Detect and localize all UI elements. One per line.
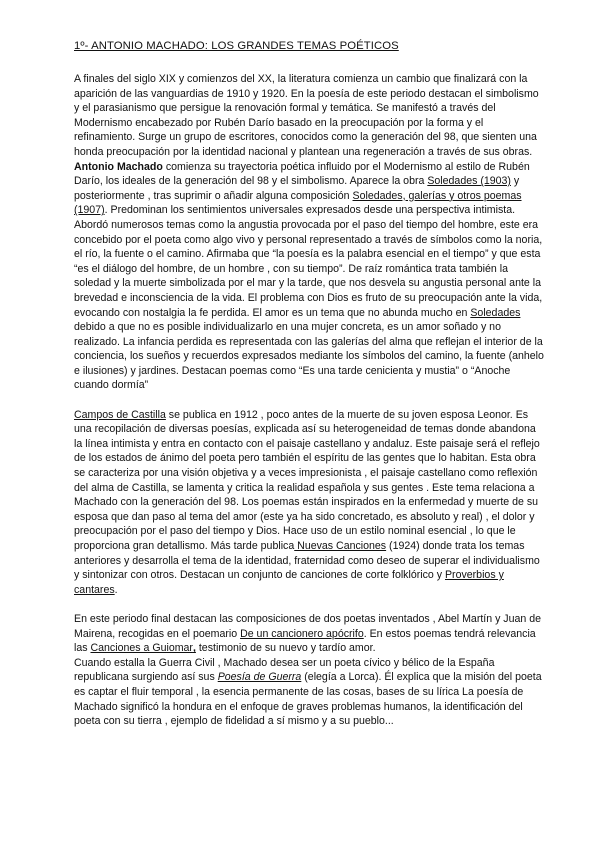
text-span: , (192, 642, 196, 655)
text-span: En este periodo final destacan las composiciones de dos poetas inventados , Abel Martín y Juan de Mairena, recogidas en el poemario (74, 612, 542, 640)
work-title-proverbios: Proverbios y cantares (74, 569, 504, 596)
document-body (74, 72, 544, 729)
text-span: comienza su trayectoria poética influido por el Modernismo al estilo de Rubén Darío, los ideales de la generación del 98 y el simbolismo. Aparece la obra (74, 160, 530, 188)
text-span: testimonio de su nuevo y tardío amor. (195, 642, 376, 655)
work-title-campos-de-castilla: Campos de Castilla (74, 408, 166, 421)
work-title-soledades: Soledades (1903) (427, 175, 511, 188)
work-title-soledades-galerias: Soledades, galerías y otros poemas (1907) (74, 189, 522, 217)
author-name: Antonio Machado (74, 160, 163, 173)
work-title-nuevas-canciones: Nuevas Canciones (294, 540, 387, 552)
text-span: se publica en 1912 , poco antes de la muerte de su joven esposa Leonor. Es una recopilación de diversas poesías, explicada así su heterogeneidad de temas donde abandona la línea intimista y entra en contacto con el paisaje castellano y andaluz. Este paisaje será el reflejo de los estados de ánimo del poeta pero también el espíritu de las gentes que lo habitan. Esta obra se caracteriza por una visión objetiva y a veces impresionista , el paisaje castellano como reflexión del alma de Castilla, se lamenta y critica la realidad española y sus gentes . Este tema relaciona a Machado con la generación del 98. Los poemas están inspirados en la enfermedad y muerte de su esposa que dan paso al tema del amor (este ya ha sido concretado, es absoluto y real) , el dolor y preocupación por el paso del tiempo y Dios. Hace uso de un estilo nominal esencial , lo que le proporciona gran detallismo. Más tarde publica (74, 408, 540, 552)
text-span: y posteriormente , tras suprimir o añadir alguna composición (74, 175, 520, 202)
text-span: debido a que no es posible individualizarlo en una mujer concreta, es un amor soñado y no realizado. La infancia perdida es representada con las galerías del alma que reflejan el interior de la conciencia, los sueños y recuerdos expresados mediante los símbolos del camino, la fuente (anhelo e ilusiones) y jardines. Destacan poemas como “Es una tarde cenicienta y mustia” o “Anoche cuando dormía” (74, 321, 544, 392)
text-span: (elegía a Lorca). Él explica que la misión del poeta es captar el fluir temporal , la esencia permanente de las cosas, bases de su lírica La poesía de Machado significó la hondura en el enfoque de graves problemas humanos, la identificación del poeta con su tierra , ejemplo de fidelidad a sí mismo y a su pueblo... (74, 671, 542, 728)
text-span: . Predominan los sentimientos universales expresados desde una perspectiva intimista. Abordó numerosos temas como la angustia provocada por el paso del tiempo del hombre, este era concebido por el poeta como algo vivo y personal representado a través de símbolos como la noria, el río, la fuente o el camino. Afirmaba que “la poesía es la palabra esencial en el tiempo” y que esta “es el diálogo del hombre, de un hombre , con su tiempo”. De raíz romántica trata también la soledad y la muerte simbolizada por el mar y la tarde, que nos desvela su angustia personal ante la brevedad e inconsciencia de la vida. El problema con Dios es fruto de su preocupación ante la vida, evocando con nostalgia la fe perdida. El amor es un tema que no abunda mucho en (74, 204, 543, 319)
work-title-poesia-de-guerra: Poesía de Guerra (217, 671, 302, 684)
text-span: Cuando estalla la Guerra Civil , Machado desea ser un poeta cívico y bélico de la España republicana surgiendo así sus (74, 656, 495, 684)
text-span: . En estos poemas tendrá relevancia las (74, 627, 536, 655)
work-title-canciones-guiomar: Canciones a Guiomar (90, 642, 193, 655)
work-title-soledades-ref: Soledades (470, 306, 521, 319)
paragraph-soledades (74, 160, 544, 394)
text-span: . (114, 583, 118, 596)
text-span: (1924) donde trata los temas anteriores y desarrolla el tema de la identidad, fraternidad como deseo de superar el individualismo y sintonizar con otros. Destacan un conjunto de canciones de corte folklórico y (74, 540, 540, 582)
paragraph-intro: A finales del siglo XIX y comienzos del XX, la literatura comienza un cambio que finalizará con la aparición de las vanguardias de 1910 y 1920. En la poesía de este periodo destacan el simbolismo y el parasianismo que persigue la renovación formal y temática. Se manifestó a través del Modernismo encabezado por Rubén Darío basado en la preocupación por la forma y el refinamiento. Surge un grupo de escritores, conocidos como la generación del 98, que sienten una honda preocupación por la identidad nacional y plantean una regeneración a través de sus obras. (74, 73, 539, 158)
work-title-cancionero-apocrifo: De un cancionero apócrifo (240, 627, 364, 640)
paragraph-campos (74, 408, 544, 598)
page-title: 1º- ANTONIO MACHADO: LOS GRANDES TEMAS POÉTICOS (74, 40, 399, 52)
paragraph-final (74, 612, 544, 729)
